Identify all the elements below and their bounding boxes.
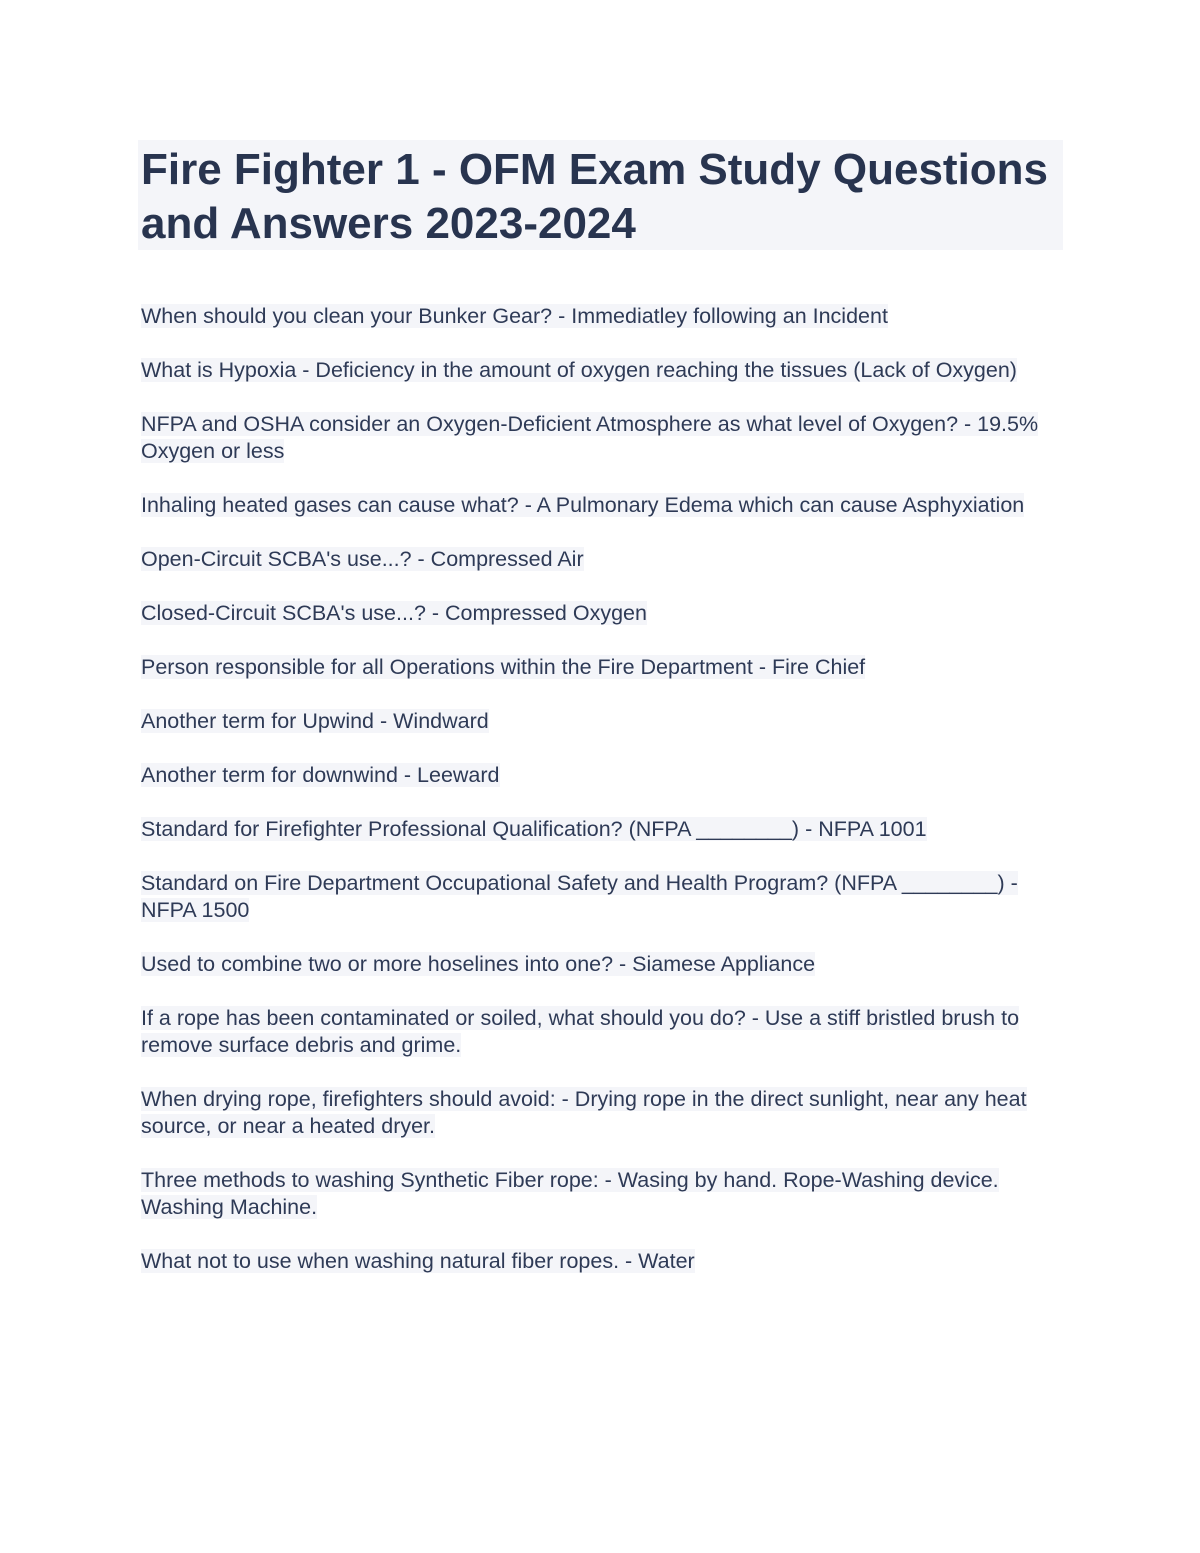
qa-text: Used to combine two or more hoselines into one? - Siamese Appliance [141,952,816,976]
qa-item [141,816,1071,843]
qa-item [141,870,1071,924]
qa-list [141,303,1071,1302]
qa-item [141,1086,1071,1140]
qa-text: What is Hypoxia - Deficiency in the amount of oxygen reaching the tissues (Lack of Oxygen) [141,358,1017,382]
qa-text: When should you clean your Bunker Gear? - Immediatley following an Incident [141,304,888,328]
qa-item [141,762,1071,789]
qa-item [141,357,1071,384]
qa-item [141,1167,1071,1221]
qa-text: Another term for Upwind - Windward [141,709,489,733]
qa-item [141,411,1071,465]
qa-text: NFPA and OSHA consider an Oxygen-Deficient Atmosphere as what level of Oxygen? - 19.5% Oxygen or less [141,412,1039,463]
qa-item [141,1248,1071,1275]
qa-text: Standard for Firefighter Professional Qualification? (NFPA ________) - NFPA 1001 [141,817,927,841]
qa-text: Standard on Fire Department Occupational Safety and Health Program? (NFPA ________) - NFPA 1500 [141,871,1018,922]
qa-text: Another term for downwind - Leeward [141,763,500,787]
document-title: Fire Fighter 1 - OFM Exam Study Questions and Answers 2023-2024 [141,145,1049,248]
qa-text: Inhaling heated gases can cause what? - A Pulmonary Edema which can cause Asphyxiation [141,493,1025,517]
qa-text: If a rope has been contaminated or soiled, what should you do? - Use a stiff bristled brush to remove surface debris and grime. [141,1006,1020,1057]
qa-item [141,492,1071,519]
qa-text: When drying rope, firefighters should avoid: - Drying rope in the direct sunlight, near any heat source, or near a heated dryer. [141,1087,1027,1138]
qa-text: What not to use when washing natural fiber ropes. - Water [141,1249,695,1273]
qa-item [141,546,1071,573]
qa-item [141,303,1071,330]
qa-item [141,951,1071,978]
qa-text: Three methods to washing Synthetic Fiber rope: - Wasing by hand. Rope-Washing device. Washing Machine. [141,1168,999,1219]
qa-text: Closed-Circuit SCBA's use...? - Compressed Oxygen [141,601,647,625]
qa-item [141,654,1071,681]
qa-text: Open-Circuit SCBA's use...? - Compressed Air [141,547,584,571]
qa-item [141,600,1071,627]
qa-item [141,708,1071,735]
qa-item [141,1005,1071,1059]
qa-text: Person responsible for all Operations within the Fire Department - Fire Chief [141,655,866,679]
title-block [138,140,1063,250]
